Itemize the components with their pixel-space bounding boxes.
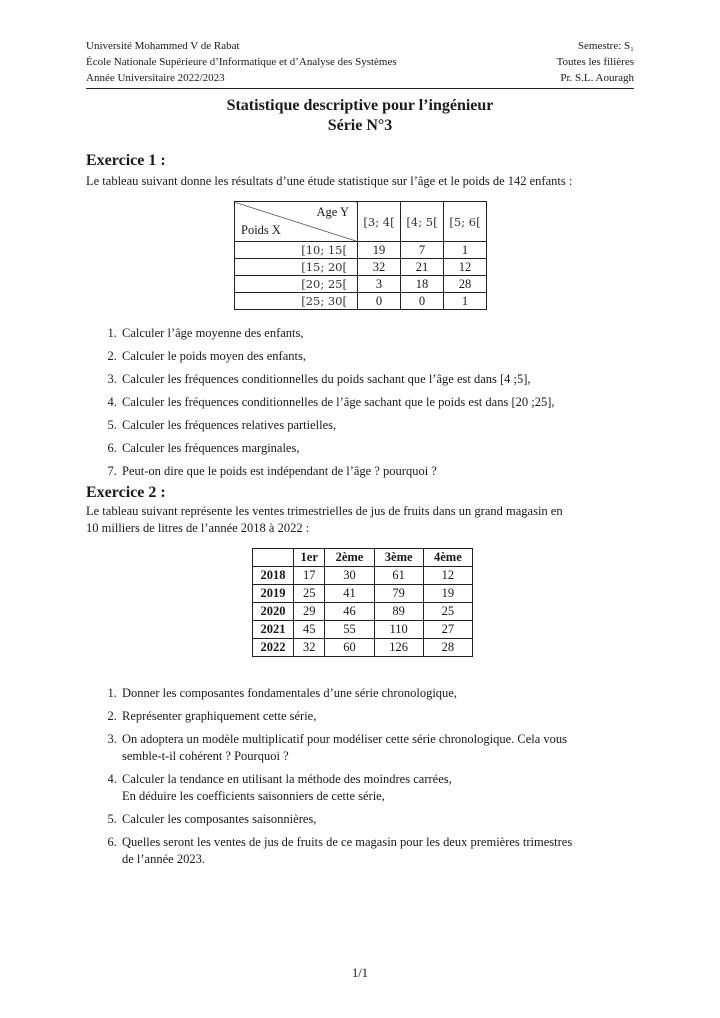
school-name: École Nationale Supérieure d’Informatique et d’Analyse des Systèmes bbox=[86, 56, 397, 68]
juice-sales-table bbox=[252, 548, 473, 657]
table-cell: 89 bbox=[374, 603, 423, 621]
table-cell: 32 bbox=[358, 259, 401, 276]
empty-header-cell bbox=[253, 549, 294, 567]
year-label: 2022 bbox=[253, 639, 294, 657]
weight-class-label: [10; 15[ bbox=[235, 242, 358, 259]
table-row bbox=[235, 276, 487, 293]
table-cell: 28 bbox=[444, 276, 487, 293]
list-item: 2. Calculer le poids moyen des enfants, bbox=[120, 348, 634, 365]
table-cell: 60 bbox=[325, 639, 374, 657]
weight-class-label: [25; 30[ bbox=[235, 293, 358, 310]
table-row bbox=[253, 567, 473, 585]
table-cell: 19 bbox=[423, 585, 472, 603]
table-cell: 126 bbox=[374, 639, 423, 657]
table-cell: 18 bbox=[401, 276, 444, 293]
table-row bbox=[253, 639, 473, 657]
table-cell: 61 bbox=[374, 567, 423, 585]
quarter-header: 4ème bbox=[423, 549, 472, 567]
semester-label: Semestre: S₁ bbox=[577, 40, 634, 52]
exercise2-intro bbox=[86, 503, 634, 537]
list-item: 6. Quelles seront les ventes de jus de fruits de ce magasin pour les deux premières trimestres de l’année 2023. bbox=[120, 834, 634, 868]
table-cell: 110 bbox=[374, 621, 423, 639]
age-class-header: [5; 6[ bbox=[444, 202, 487, 242]
exercise2-intro-line2: 10 milliers de litres de l’année 2018 à 2022 : bbox=[86, 521, 310, 535]
corner-weight-label: Poids X bbox=[241, 223, 281, 237]
document-title-block bbox=[0, 96, 720, 136]
table-cell: 25 bbox=[294, 585, 325, 603]
list-item: 3. Calculer les fréquences conditionnelles du poids sachant que l’âge est dans [4 ;5], bbox=[120, 371, 634, 388]
table-cell: 12 bbox=[444, 259, 487, 276]
document-title: Statistique descriptive pour l’ingénieur bbox=[226, 97, 494, 114]
year-label: 2021 bbox=[253, 621, 294, 639]
exercise1-intro: Le tableau suivant donne les résultats d’une étude statistique sur l’âge et le poids de 142 enfants : bbox=[86, 174, 573, 188]
list-item: 3. On adoptera un modèle multiplicatif pour modéliser cette série chronologique. Cela vous semble-t-il cohérent ? Pourquoi ? bbox=[120, 731, 634, 765]
age-class-header: [4; 5[ bbox=[401, 202, 444, 242]
corner-age-label: Age Y bbox=[316, 205, 349, 219]
university-name: Université Mohammed V de Rabat bbox=[86, 40, 240, 52]
table-cell: 0 bbox=[401, 293, 444, 310]
corner-cell bbox=[235, 202, 358, 242]
table-cell: 32 bbox=[294, 639, 325, 657]
weight-class-label: [15; 20[ bbox=[235, 259, 358, 276]
page-header bbox=[86, 38, 634, 86]
list-item: 1. Donner les composantes fondamentales d’une série chronologique, bbox=[120, 685, 634, 702]
table-cell: 30 bbox=[325, 567, 374, 585]
list-item: 4. Calculer les fréquences conditionnelles de l’âge sachant que le poids est dans [20 ;25], bbox=[120, 394, 634, 411]
academic-year: Année Universitaire 2022/2023 bbox=[86, 72, 225, 84]
list-item: 5. Calculer les composantes saisonnières, bbox=[120, 811, 634, 828]
table-row bbox=[235, 259, 487, 276]
table-cell: 45 bbox=[294, 621, 325, 639]
table-cell: 12 bbox=[423, 567, 472, 585]
professor-name: Pr. S.L. Aouragh bbox=[560, 72, 634, 84]
year-label: 2020 bbox=[253, 603, 294, 621]
list-item: 5. Calculer les fréquences relatives partielles, bbox=[120, 417, 634, 434]
table-row bbox=[253, 585, 473, 603]
table-cell: 27 bbox=[423, 621, 472, 639]
quarter-header: 3ème bbox=[374, 549, 423, 567]
exercise2-intro-line1: Le tableau suivant représente les ventes trimestrielles de jus de fruits dans un grand magasin en bbox=[86, 504, 563, 518]
table-cell: 0 bbox=[358, 293, 401, 310]
table-cell: 3 bbox=[358, 276, 401, 293]
table-cell: 19 bbox=[358, 242, 401, 259]
table-row bbox=[235, 242, 487, 259]
list-item: 7. Peut-on dire que le poids est indépendant de l’âge ? pourquoi ? bbox=[120, 463, 634, 480]
table-cell: 17 bbox=[294, 567, 325, 585]
page-number: 1/1 bbox=[352, 966, 368, 980]
exercise1-question-list bbox=[100, 325, 634, 486]
programs-label: Toutes les filières bbox=[556, 56, 634, 68]
table-cell: 21 bbox=[401, 259, 444, 276]
list-item: 2. Représenter graphiquement cette série, bbox=[120, 708, 634, 725]
table-cell: 55 bbox=[325, 621, 374, 639]
table-cell: 25 bbox=[423, 603, 472, 621]
table-cell: 79 bbox=[374, 585, 423, 603]
exercise2-heading: Exercice 2 : bbox=[86, 484, 166, 501]
quarter-header: 2ème bbox=[325, 549, 374, 567]
year-label: 2019 bbox=[253, 585, 294, 603]
age-class-header: [3; 4[ bbox=[358, 202, 401, 242]
list-item: 4. Calculer la tendance en utilisant la méthode des moindres carrées, En déduire les coefficients saisonniers de cette série, bbox=[120, 771, 634, 805]
document-subtitle: Série N°3 bbox=[327, 117, 393, 134]
quarter-header: 1er bbox=[294, 549, 325, 567]
age-weight-table bbox=[234, 201, 487, 310]
table-cell: 28 bbox=[423, 639, 472, 657]
table-row bbox=[253, 621, 473, 639]
table-cell: 46 bbox=[325, 603, 374, 621]
list-item: 6. Calculer les fréquences marginales, bbox=[120, 440, 634, 457]
table-cell: 29 bbox=[294, 603, 325, 621]
table-cell: 41 bbox=[325, 585, 374, 603]
table-row bbox=[253, 603, 473, 621]
table-cell: 1 bbox=[444, 293, 487, 310]
table-cell: 1 bbox=[444, 242, 487, 259]
weight-class-label: [20; 25[ bbox=[235, 276, 358, 293]
exercise1-heading: Exercice 1 : bbox=[86, 152, 166, 169]
table-cell: 7 bbox=[401, 242, 444, 259]
header-divider bbox=[86, 88, 634, 89]
table-row bbox=[235, 293, 487, 310]
year-label: 2018 bbox=[253, 567, 294, 585]
list-item: 1. Calculer l’âge moyenne des enfants, bbox=[120, 325, 634, 342]
exercise2-question-list bbox=[100, 685, 634, 874]
